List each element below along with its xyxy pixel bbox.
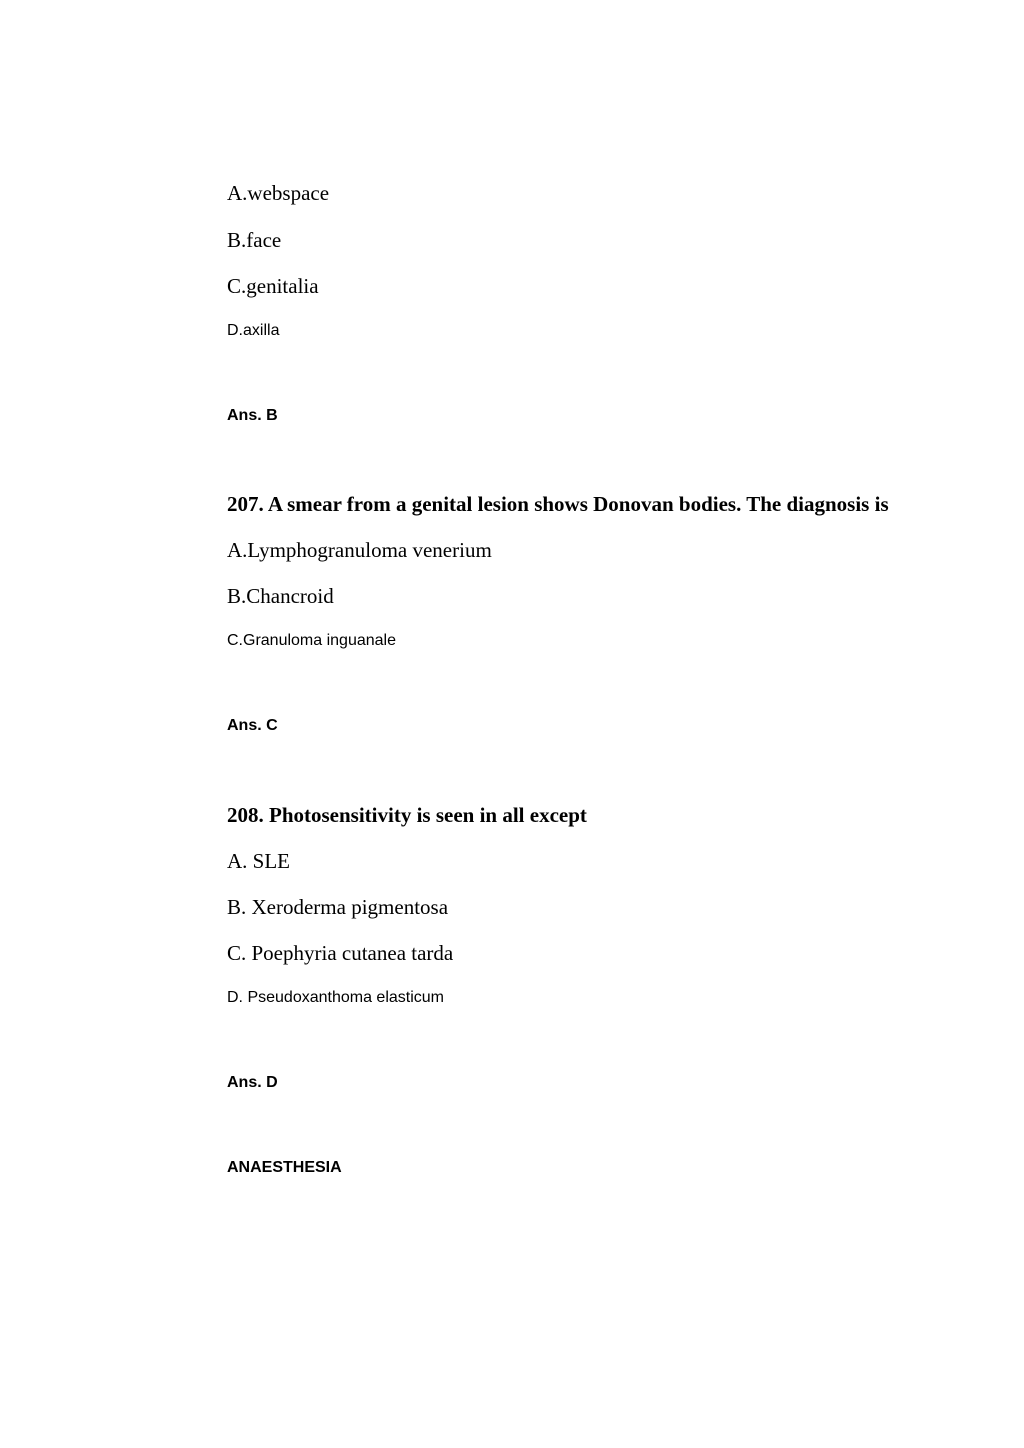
q207-option-b: B.Chancroid (227, 584, 334, 608)
q206-option-c: C.genitalia (227, 274, 319, 298)
q206-option-d: D.axilla (227, 322, 280, 339)
q208-option-a: A. SLE (227, 849, 290, 873)
section-heading: ANAESTHESIA (227, 1159, 342, 1176)
q207-option-c: C.Granuloma inguanale (227, 632, 396, 649)
q207-question: 207. A smear from a genital lesion shows Donovan bodies. The diagnosis is (227, 492, 889, 516)
q206-option-a: A.webspace (227, 181, 330, 205)
q208-option-b: B. Xeroderma pigmentosa (227, 895, 449, 919)
q208-answer: Ans. D (227, 1074, 278, 1091)
q207-answer: Ans. C (227, 717, 278, 734)
q208-option-d: D. Pseudoxanthoma elasticum (227, 989, 444, 1006)
q206-option-b: B.face (227, 228, 282, 252)
q206-answer: Ans. B (227, 407, 278, 424)
q208-option-c: C. Poephyria cutanea tarda (227, 941, 454, 965)
q208-question: 208. Photosensitivity is seen in all except (227, 803, 587, 827)
q207-option-a: A.Lymphogranuloma venerium (227, 538, 492, 562)
